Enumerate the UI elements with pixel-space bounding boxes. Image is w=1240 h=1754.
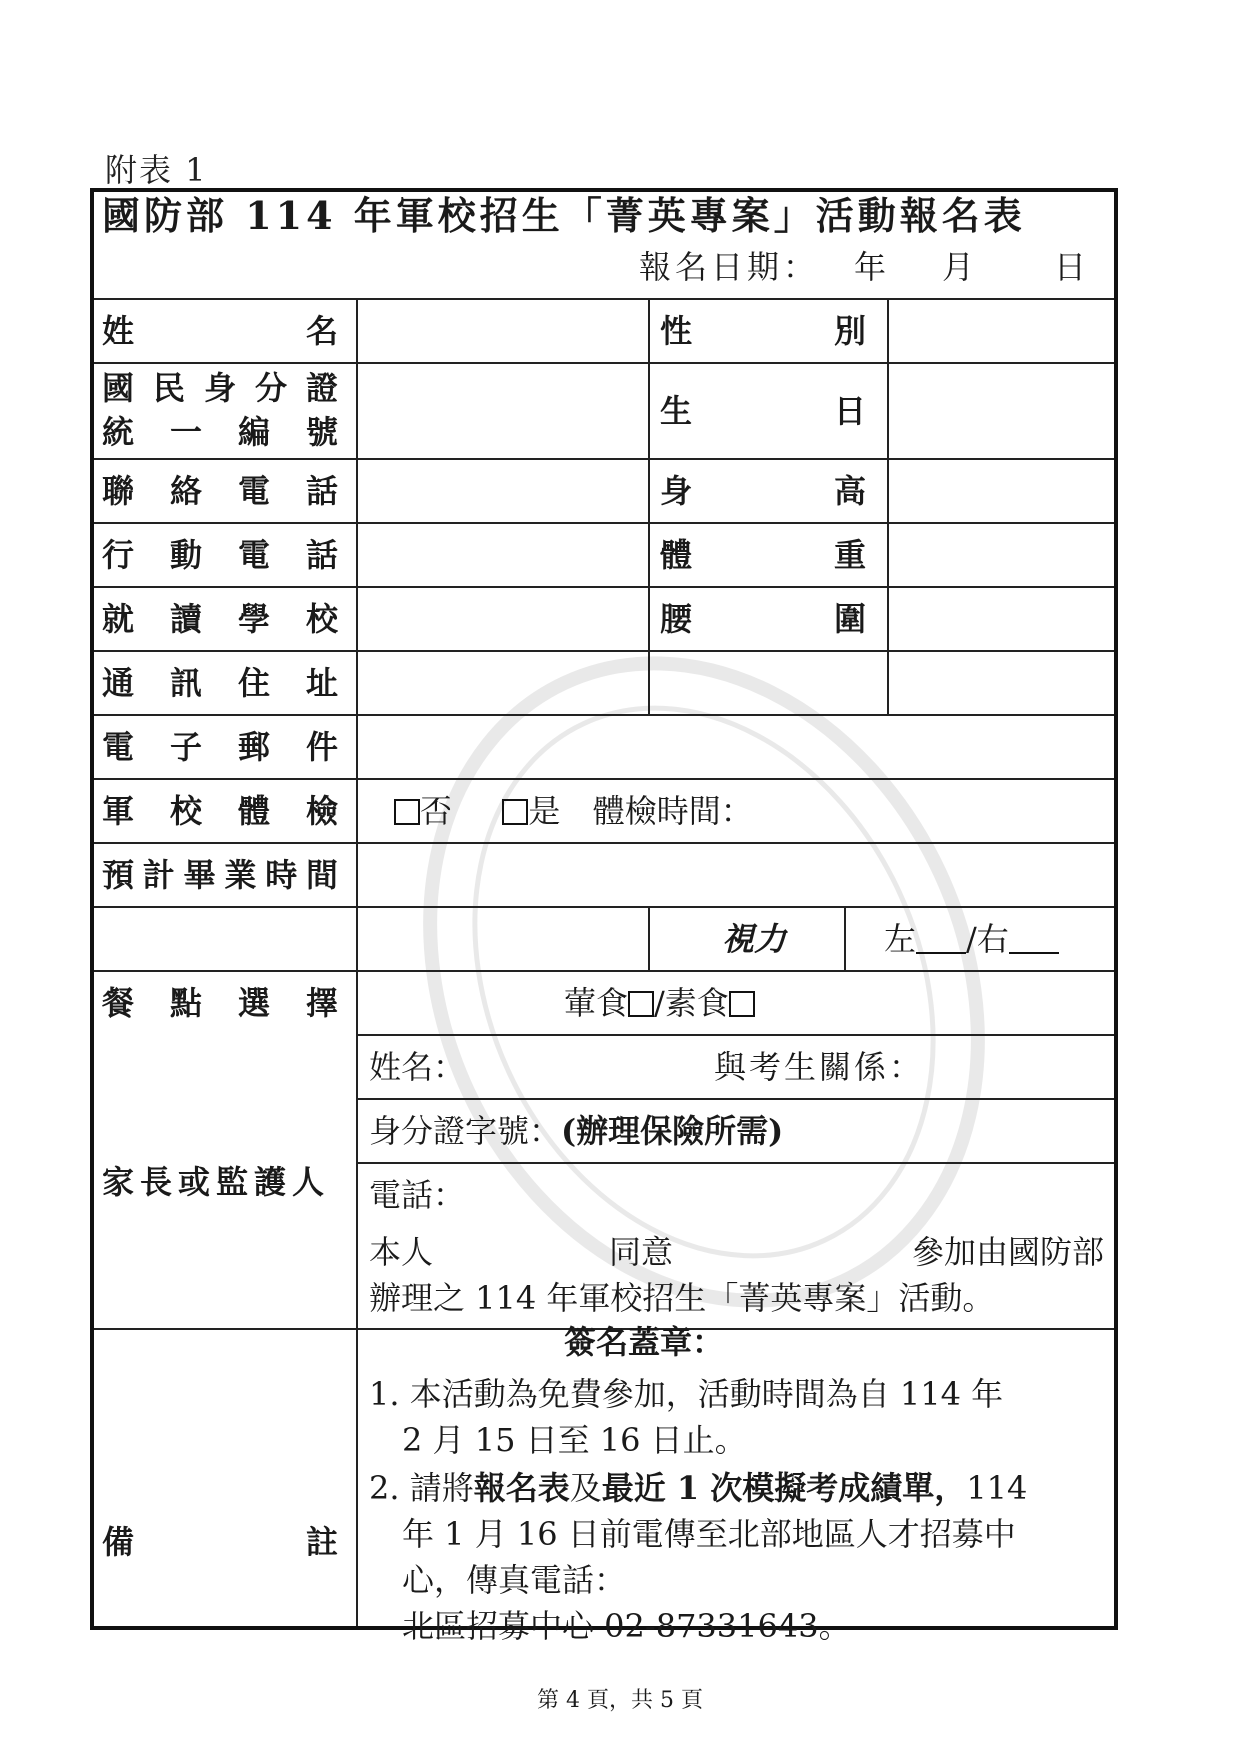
- remark-2-line4: 北區招募中心 02-87331643。: [402, 1607, 851, 1645]
- address-label: 通 訊 住 址: [102, 664, 338, 702]
- name-label: 姓 名: [102, 312, 338, 350]
- remark-2-bold1: 報名表: [473, 1469, 570, 1507]
- guardian-id-note: (辦理保險所需): [561, 1112, 784, 1150]
- guardian-label: 家長或監護人: [102, 1163, 331, 1201]
- remark-2-prefix: 2. 請將: [369, 1469, 474, 1507]
- remark-2-line2: 年 1 月 16 日前電傳至北部地區人才招募中: [402, 1515, 1016, 1553]
- meal-meat-checkbox[interactable]: [628, 991, 654, 1017]
- birthday-label: 生 日: [660, 392, 866, 430]
- meal-options: [564, 972, 755, 1034]
- weight-label: 體 重: [660, 536, 866, 574]
- guardian-phone-label: 電話：: [369, 1176, 466, 1214]
- exam-yes-label: 是: [528, 792, 561, 830]
- remark-2-bold2: 最近 1 次模擬考成績單，: [601, 1469, 967, 1507]
- remark-2-line1: [369, 1466, 1027, 1510]
- exam-time-label: 體檢時間：: [592, 792, 753, 830]
- vision-left-label: 左: [884, 920, 917, 958]
- mobile-label: 行 動 電 話: [102, 536, 338, 574]
- remark-2-tail: 114: [966, 1469, 1028, 1507]
- date-month-field[interactable]: 月: [942, 248, 975, 286]
- phone-label: 聯 絡 電 話: [102, 472, 338, 510]
- remark-2-mid: 及: [569, 1469, 602, 1507]
- meal-veg-checkbox[interactable]: [729, 991, 755, 1017]
- consent-agree: 同意: [609, 1233, 674, 1271]
- attachment-label: 附表 1: [105, 151, 208, 189]
- guardian-consent-line2: 辦理之 114 年軍校招生「菁英專案」活動。: [369, 1279, 995, 1317]
- date-label: 報名日期：: [639, 248, 820, 286]
- id-label-line2: 統 一 編 號: [102, 413, 338, 451]
- guardian-id-row: [369, 1100, 783, 1162]
- date-year-field[interactable]: 年: [854, 248, 887, 286]
- vision-left-field[interactable]: [916, 952, 966, 954]
- guardian-name-label: 姓名：: [369, 1048, 466, 1086]
- consent-self: 本人: [369, 1233, 434, 1271]
- vision-right-field[interactable]: [1009, 952, 1059, 954]
- meal-label: 餐 點 選 擇: [102, 984, 338, 1022]
- waist-label: 腰 圍: [660, 600, 866, 638]
- meal-veg-label: /素食: [654, 984, 729, 1022]
- remark-2-line3: 心，傳真電話：: [402, 1561, 627, 1599]
- email-label: 電 子 郵 件: [102, 728, 338, 766]
- page-footer: 第 4 頁，共 5 頁: [537, 1688, 703, 1713]
- height-label: 身 高: [660, 472, 866, 510]
- form-title: 國防部 114 年軍校招生「菁英專案」活動報名表: [102, 193, 1026, 238]
- form-body-lower: [94, 192, 1114, 1645]
- guardian-id-label: 身分證字號：: [369, 1112, 562, 1150]
- meal-meat-label: 葷食: [564, 984, 629, 1022]
- school-label: 就 讀 學 校: [102, 600, 338, 638]
- remarks-label: 備 註: [102, 1523, 338, 1561]
- consent-participate: 參加由國防部: [911, 1233, 1104, 1271]
- signature-label: 簽名蓋章：: [564, 1323, 725, 1361]
- guardian-consent-line1: [369, 1232, 1104, 1272]
- id-label-line1: 國 民 身 分 證: [102, 369, 338, 407]
- vision-label: 視力: [721, 920, 786, 958]
- vision-fields: [884, 908, 1059, 970]
- date-day-field[interactable]: 日: [1054, 248, 1087, 286]
- exam-no-label: 否: [420, 792, 453, 830]
- vision-right-label: /右: [966, 920, 1009, 958]
- physical-exam-label: 軍 校 體 檢: [102, 792, 338, 830]
- guardian-relation-label: 與考生關係：: [714, 1048, 925, 1086]
- remark-1-line1: 1. 本活動為免費參加，活動時間為自 114 年: [369, 1375, 1004, 1413]
- remark-1-line2: 2 月 15 日至 16 日止。: [402, 1421, 747, 1459]
- graduation-label: 預 計 畢 業 時 間: [102, 856, 338, 894]
- gender-label: 性 別: [660, 312, 866, 350]
